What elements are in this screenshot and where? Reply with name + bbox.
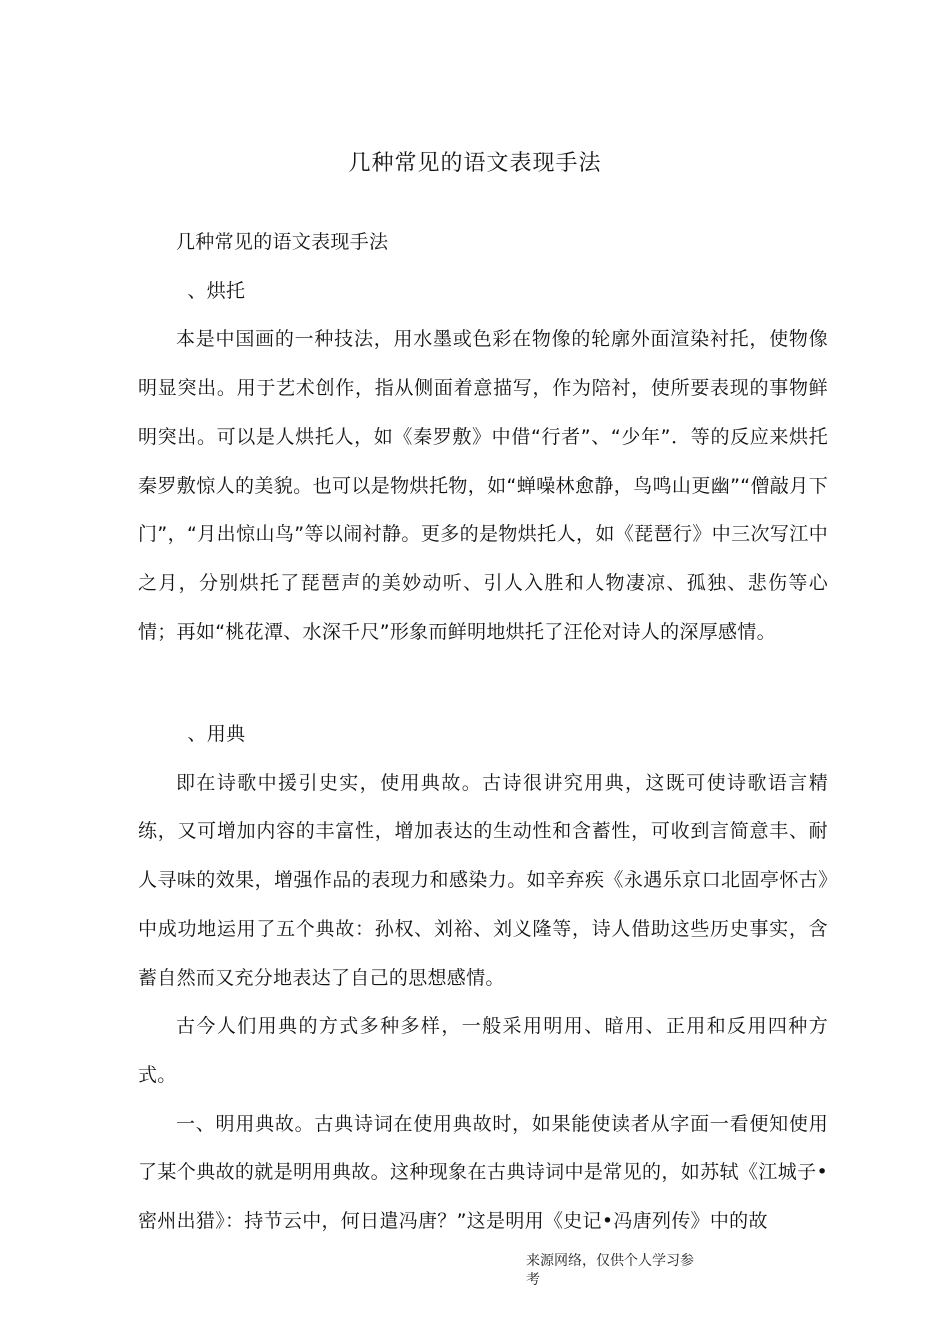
section1-heading: 、烘托 bbox=[187, 279, 246, 302]
footer-line-2: 考 bbox=[526, 1272, 540, 1288]
section2-paragraph-3: 一、明用典故。古典诗词在使用典故时，如果能使读者从字面一看便知使用了某个典故的就是明用典故。这种现象在古典诗词中是常见的，如苏轼《江城子•密州出猎》：持节云中，何日遣冯唐？”这是明用《史记•冯唐列传》中的故 bbox=[138, 1112, 828, 1233]
section-yongdian bbox=[138, 710, 828, 1246]
source-footer bbox=[526, 1252, 726, 1290]
document-subtitle: 几种常见的语文表现手法 bbox=[176, 231, 389, 253]
footer-line-1: 来源网络，仅供个人学习参 bbox=[526, 1253, 694, 1269]
section2-paragraph-2: 古今人们用典的方式多种多样，一般采用明用、暗用、正用和反用四种方式。 bbox=[138, 1015, 828, 1086]
section1-paragraph: 本是中国画的一种技法，用水墨或色彩在物像的轮廓外面渲染衬托，使物像明显突出。用于艺术创作，指从侧面着意描写，作为陪衬，使所要表现的事物鲜明突出。可以是人烘托人，如《秦罗敷》中借“行者”、“少年”．等的反应来烘托秦罗敷惊人的美貌。也可以是物烘托物，如“蝉噪林愈静，鸟鸣山更幽”“僧敲月下门”，“月出惊山鸟”等以闹衬静。更多的是物烘托人，如《琵琶行》中三次写江中之月，分别烘托了琵琶声的美妙动听、引人入胜和人物凄凉、孤独、悲伤等心情；再如“桃花潭、水深千尺”形象而鲜明地烘托了汪伦对诗人的深厚感情。 bbox=[138, 328, 828, 643]
section-hongtuo bbox=[138, 218, 828, 656]
section2-paragraph-1: 即在诗歌中援引史实，使用典故。古诗很讲究用典，这既可使诗歌语言精练，又可增加内容的丰富性，增加表达的生动性和含蓄性，可收到言简意丰、耐人寻味的效果，增强作品的表现力和感染力。如辛弃疾《永遇乐京口北固亭怀古》中成功地运用了五个典故：孙权、刘裕、刘义隆等，诗人借助这些历史事实，含蓄自然而又充分地表达了自己的思想感情。 bbox=[138, 771, 828, 989]
document-title: 几种常见的语文表现手法 bbox=[348, 151, 602, 176]
section2-heading: 、用典 bbox=[187, 723, 246, 745]
